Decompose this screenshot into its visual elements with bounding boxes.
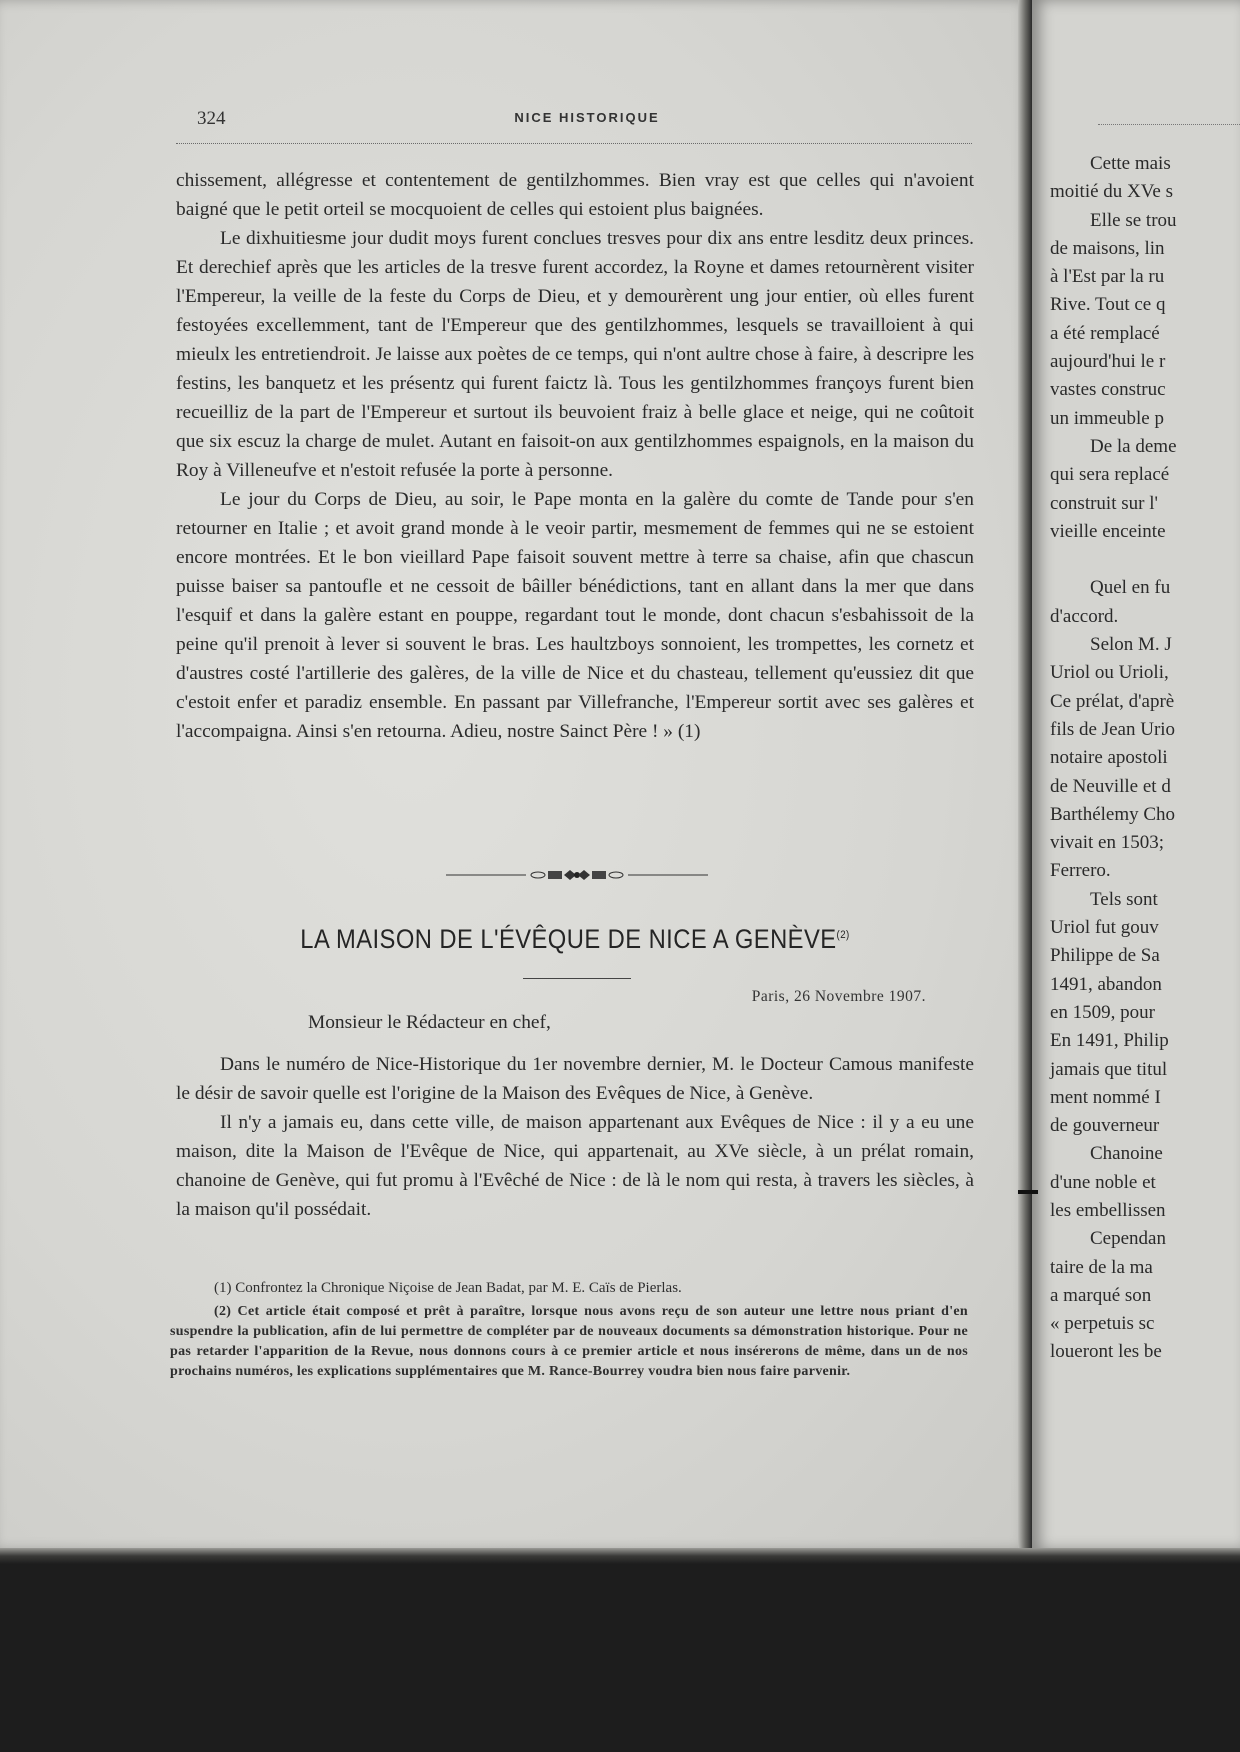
right-page-line: Quel en fu	[1090, 577, 1171, 599]
right-page-line: « perpetuis sc	[1050, 1313, 1155, 1335]
right-page-text	[1050, 150, 1240, 1367]
right-page-line: Cette mais	[1090, 153, 1171, 174]
right-page-line: de maisons, lin	[1050, 237, 1165, 259]
right-page-line: Elle se trou	[1090, 209, 1177, 231]
article-title	[224, 924, 926, 955]
right-page-line: 1491, abandon	[1050, 973, 1162, 995]
right-page-line: Barthélemy Cho	[1050, 803, 1176, 825]
dateline: Paris, 26 Novembre 1907.	[751, 988, 926, 1005]
footnotes	[170, 1278, 968, 1382]
salutation: Monsieur le Rédacteur en chef,	[308, 1012, 551, 1033]
right-page-line: les embellissen	[1050, 1199, 1166, 1221]
running-title: NICE HISTORIQUE	[514, 110, 660, 125]
footnote-1: (1) Confrontez la Chronique Niçoise de Jean Badat, par M. E. Caïs de Pierlas.	[214, 1280, 682, 1296]
right-page-line: de gouverneur	[1050, 1115, 1160, 1137]
right-page-line: a marqué son	[1050, 1284, 1152, 1306]
right-page-line: à l'Est par la ru	[1050, 266, 1165, 288]
right-page-line: loueront les be	[1050, 1341, 1162, 1363]
article-body	[176, 1050, 974, 1224]
paragraph: Le jour du Corps de Dieu, au soir, le Pape monta en la galère du comte de Tande pour s'en retourner en Italie ; et avoit grand monde à le veoir partir, mesmement de femmes qui ne se estoient encore montrées. Et le bon vieillard Pape faisoit souvent mettre à terre sa chaise, afin que chascun puisse baiser sa pantoufle et ne cessoit de bâiller bénédictions, tant en allant dans la mer que dans l'esquif et dans la galère estant en pouppe, regardant tout le monde, dont chacun s'esbahissoit de la peine qu'il prenoit à lever si souvent le bras. Les haultzboys sonnoient, les trompettes, les cornetz et d'austres costé l'artillerie des galères, de la ville de Nice et du chasteau, tellement qu'eussiez dit que c'estoit enfer et paradiz ensemble. En passant par Villefranche, l'Empereur sortit avec ses galères et l'accompaigna. Ainsi s'en retourna. Adieu, nostre Sainct Père ! » (1)	[176, 489, 974, 742]
right-page-line: Uriol fut gouv	[1050, 917, 1159, 939]
right-page-line: qui sera replacé	[1050, 464, 1170, 486]
footnote-2: (2) Cet article était composé et prêt à paraître, lorsque nous avons reçu de son auteur une lettre nous priant d'en suspendre la publication, afin de lui permettre de compléter par de nouveaux documents sa démonstration historique. Pour ne pas retarder l'apparition de la Revue, nous donnons cours à ce premier article et nous insérerons de même, dans un de nos prochains numéros, les explications supplémentaires que M. Rance-Bourrey voudra bien nous faire parvenir.	[170, 1304, 968, 1379]
right-page-line: De la deme	[1090, 435, 1177, 457]
paragraph: chissement, allégresse et contentement de gentilzhommes. Bien vray est que celles qui n'avoient baigné que le petit orteil se mocquoient de celles qui estoient plus baignées.	[176, 170, 974, 220]
right-page-line: vivait en 1503;	[1050, 832, 1164, 854]
right-page-line: Tels sont	[1090, 888, 1158, 910]
ornament-divider	[446, 866, 708, 884]
right-page-line: d'accord.	[1050, 605, 1119, 627]
right-page-line: Ce prélat, d'aprè	[1050, 690, 1175, 712]
right-page-line: vastes construc	[1050, 379, 1166, 401]
right-page-line: Uriol ou Urioli,	[1050, 662, 1169, 684]
right-page-line: Chanoine	[1090, 1143, 1163, 1165]
page-bottom-edge	[0, 1548, 1240, 1564]
right-page-line: Cependan	[1090, 1228, 1166, 1250]
right-page-line: aujourd'hui le r	[1050, 351, 1166, 373]
right-page-line: En 1491, Philip	[1050, 1030, 1169, 1052]
right-page-line	[1050, 546, 1240, 574]
right-page-line: moitié du XVe s	[1050, 181, 1173, 203]
article-title-text: LA MAISON DE L'ÉVÊQUE DE NICE A GENÈVE	[300, 924, 837, 954]
footnote-marker: (2)	[836, 929, 850, 941]
right-page-line: a été remplacé	[1050, 322, 1160, 344]
header-rule	[176, 143, 972, 144]
right-page-line: jamais que titul	[1050, 1058, 1168, 1080]
right-page-line: Philippe de Sa	[1050, 945, 1160, 967]
right-page-line: fils de Jean Urio	[1050, 718, 1176, 740]
right-page-line: de Neuville et d	[1050, 775, 1171, 797]
title-rule	[523, 978, 631, 979]
right-page-line: Rive. Tout ce q	[1050, 294, 1166, 316]
right-page-line: vieille enceinte	[1050, 520, 1166, 542]
right-page-line: notaire apostoli	[1050, 747, 1168, 769]
right-page-line: Ferrero.	[1050, 860, 1111, 882]
paragraph: Le dixhuitiesme jour dudit moys furent conclues tresves pour dix ans entre lesditz deux princes. Et derechief après que les articles de la tresve furent accordez, la Royne et dames retournèrent visiter l'Empereur, la veille de la feste du Corps de Dieu, et y demourèrent ung jour entier, où elles furent festoyées excellemment, tant de l'Empereur que des gentilzhommes, lesquels se travailloient à qui mieulx les entretiendroit. Je laisse aux poètes de ce temps, qui n'ont aultre chose à faire, à descripre les festins, les banquetz et les présentz qui furent faictz là. Tous les gentilzhommes françoys furent bien recueilliz de la part de l'Empereur et surtout ils beuvoient fraiz à belle glace et neige, qui ne coûtoit que six escuz la charge de mulet. Autant en faisoit-on aux gentilzhommes espaignols, en la maison du Roy à Villeneufve et n'estoit refusée la porte à personne.	[176, 228, 974, 481]
right-page-line: ment nommé I	[1050, 1086, 1161, 1108]
right-page-line: un immeuble p	[1050, 407, 1164, 429]
page-number: 324	[197, 108, 226, 129]
page-header	[197, 108, 977, 132]
right-page-line: Selon M. J	[1090, 634, 1172, 656]
chronicle-text	[176, 166, 974, 746]
right-page	[1032, 0, 1240, 1550]
right-page-line: taire de la ma	[1050, 1256, 1153, 1278]
paragraph: Il n'y a jamais eu, dans cette ville, de maison appartenant aux Evêques de Nice : il y a eu une maison, dite la Maison de l'Evêque de Nice, qui appartenait, au XVe siècle, à un prélat romain, chanoine de Genève, qui fut promu à l'Evêché de Nice : de là le nom qui resta, à travers les siècles, à la maison qu'il possédait.	[176, 1112, 974, 1220]
right-page-line: en 1509, pour	[1050, 1001, 1156, 1023]
right-page-line: construit sur l'	[1050, 492, 1158, 514]
paragraph: Dans le numéro de Nice-Historique du 1er novembre dernier, M. le Docteur Camous manifeste le désir de savoir quelle est l'origine de la Maison des Evêques de Nice, à Genève.	[176, 1054, 974, 1104]
book-gutter	[1018, 0, 1032, 1550]
right-page-line: d'une noble et	[1050, 1171, 1156, 1193]
page-crease	[1018, 1190, 1038, 1194]
right-header-rule	[1098, 124, 1240, 125]
